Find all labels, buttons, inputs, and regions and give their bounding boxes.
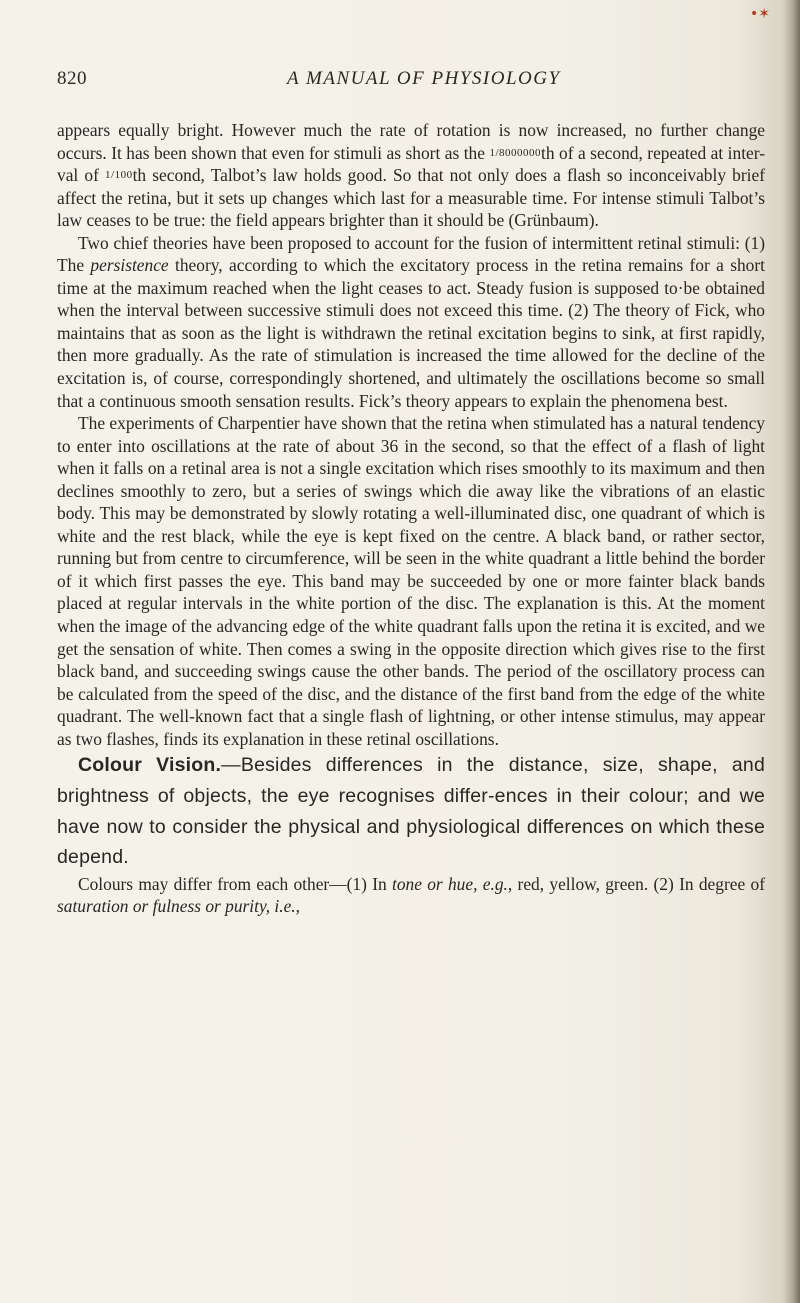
fraction-one-eight-millionth: 1/8000000 <box>489 146 542 159</box>
text-run: Two chief theories have been proposed to account for the fusion of intermittent retinal stimuli: (1) The <box>57 232 765 276</box>
book-title: A MANUAL OF PHYSIOLOGY <box>287 68 561 89</box>
fraction-one-hundredth: 1/100 <box>105 169 133 182</box>
section-text: —Besides differences in the distance, size, shape, and brightness of objects, the eye recognises differ-ences in their colour; and we have now to consider the physical and physiological differences on which these depend. <box>57 754 765 869</box>
body-text <box>57 119 765 918</box>
italic-term-hue: tone or hue, e.g. <box>391 873 508 894</box>
page-edge-shadow <box>782 0 800 1303</box>
paragraph-charpentier: The experiments of Charpentier have shown that the retina when stimulated has a natural tendency to enter into oscillations at the rate of about 36 in the second, so that the effect of a flash of light when it falls on a retinal area is not a single excitation which rises smoothly to its maximum and then declines smoothly to zero, but a series of swings which die away like the vibrations of an elastic body. This may be demonstrated by slowly rotating a well-illuminated disc, one quadrant of which is white and the rest black, while the eye is kept fixed on the centre. A black band, or rather sector, running but from centre to circumference, will be seen in the white quadrant a little behind the border of it which first passes the eye. This band may be succeeded by one or more fainter black bands placed at regular intervals in the white portion of the disc. The explanation is this. At the moment when the image of the advancing edge of the white quadrant falls upon the retina it is excited, and we get the sensation of white. Then comes a swing in the opposite direction which gives rise to the first black band, and succeeding swings cause the other bands. The period of the oscillatory process can be calculated from the speed of the disc, and the distance of the first band from the edge of the white quadrant. The well-known fact that a single flash of lightning, or other intense stimulus, may appear as two flashes, finds its explanation in these retinal oscillations. <box>57 413 765 749</box>
italic-term-saturation: saturation or fulness or purity, i.e. <box>57 896 296 917</box>
text-run: appears equally bright. However much the rate of rotation is now increased, no further change occurs. It has been shown that even for stimuli as short as the <box>57 120 765 163</box>
italic-term-persistence: persistence <box>90 255 169 276</box>
paragraph-talbot-law <box>57 119 765 232</box>
corner-ink-mark: •✶ <box>750 6 770 22</box>
paragraph-fusion-theories <box>57 232 765 412</box>
text-run: theory, according to which the excitatory process in the retina remains for a short time at the maximum reached when the light ceases to act. Steady fusion is supposed to·be obtained when the interval between successive stimuli does not exceed this time. (2) The theory of Fick, who maintains that as soon as the light is withdrawn the retinal excitation begins to sink, at first rapidly, then more gradually. As the rate of stimulation is increased the time allowed for the decline of the excitation is, of course, correspondingly shortened, and ultimately the oscillations become so small that a continuous smooth sensation results. Fick’s theory appears to explain the phenomena best. <box>57 255 766 411</box>
paragraph-colour-differences <box>57 873 765 918</box>
running-head <box>57 68 747 98</box>
text-run: , <box>295 896 301 917</box>
text-run: Colours may differ from each other—(1) In <box>78 873 392 894</box>
text-run: th second, Talbot’s law holds good. So that not only does a flash so inconceivably brief affect the retina, but it sets up changes which last for a measurable time. For intense stimuli Talbot’s law ceases to be true: the field appears brighter than it should be (Grünbaum). <box>57 165 765 231</box>
section-heading: Colour Vision. <box>78 754 222 777</box>
text-run: , red, yellow, green. (2) In degree of <box>507 873 765 894</box>
text-run: th of a second, repeated at inter-val of <box>57 142 765 186</box>
page-number: 820 <box>57 68 87 89</box>
section-colour-vision <box>57 750 765 872</box>
